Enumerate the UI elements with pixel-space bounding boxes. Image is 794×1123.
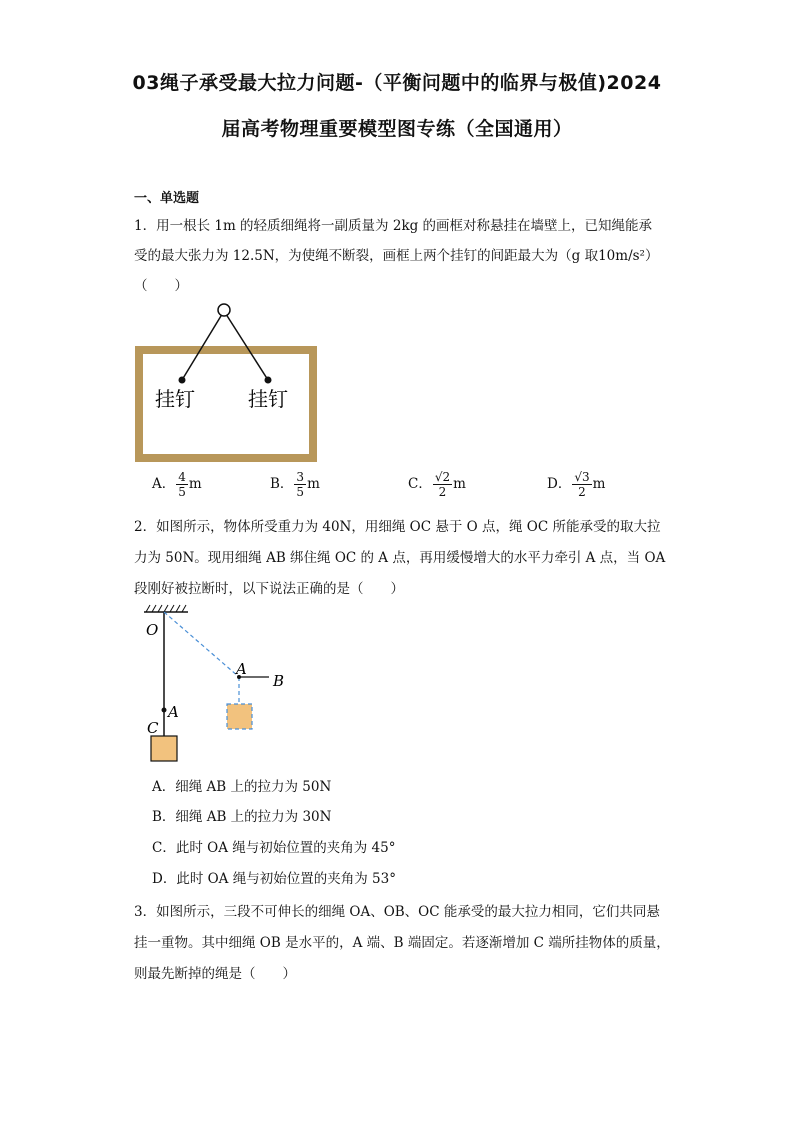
q1-picture-frame-figure: [130, 298, 325, 463]
q2-text-line3: 段刚好被拉断时，以下说法正确的是（ ）: [134, 581, 404, 597]
q2-option-d[interactable]: D．此时 OA 绳与初始位置的夹角为 53°: [152, 871, 396, 887]
q2-text-line2: 力为 50N。现用细绳 AB 绑住绳 OC 的 A 点，再用缓慢增大的水平力牵引 A 点，当 OA: [134, 550, 666, 566]
hook-circle: [218, 304, 230, 316]
q1-text-line3: （ ）: [134, 278, 188, 294]
label-c: C: [147, 719, 159, 737]
label-a-pulled: A: [236, 660, 247, 678]
section-heading: 一、单选题: [134, 191, 200, 206]
ceiling-hatch: [146, 605, 186, 612]
label-a: A: [168, 703, 179, 721]
q3-text-line1: 3．如图所示，三段不可伸长的细绳 OA、OB、OC 能承受的最大拉力相同，它们共同悬: [134, 904, 660, 920]
q2-option-c[interactable]: C．此时 OA 绳与初始位置的夹角为 45°: [152, 840, 396, 856]
left-nail-label: 挂钉: [155, 387, 195, 411]
right-nail: [265, 377, 272, 384]
q1-text-line2: 受的最大张力为 12.5N，为使绳不断裂，画框上两个挂钉的间距最大为（g 取10m/s²）: [134, 248, 659, 264]
q2-option-a[interactable]: A．细绳 AB 上的拉力为 50N: [152, 779, 332, 795]
rope-left: [182, 311, 224, 380]
q2-rope-figure: [138, 600, 298, 765]
document-title-line2: 届高考物理重要模型图专练（全国通用）: [221, 118, 573, 140]
q1-option-d[interactable]: D． $\frac{√3}{2}$ m: [547, 470, 606, 499]
q2-option-b[interactable]: B．细绳 AB 上的拉力为 30N: [152, 809, 332, 825]
q2-text-line1: 2．如图所示，物体所受重力为 40N，用细绳 OC 悬于 O 点，绳 OC 所能承受的取大拉: [134, 519, 661, 535]
q1-option-a[interactable]: A． $\frac{4}{5}$ m: [152, 470, 202, 499]
block-initial: [151, 736, 177, 761]
q1-option-c[interactable]: C． $\frac{√2}{2}$ m: [408, 470, 466, 499]
q1-text-line1: 1．用一根长 1m 的轻质细绳将一副质量为 2kg 的画框对称悬挂在墙壁上，已知绳能承: [134, 218, 653, 234]
q1-option-b[interactable]: B． $\frac{3}{5}$ m: [270, 470, 320, 499]
q3-text-line3: 则最先断掉的绳是（ ）: [134, 966, 296, 982]
block-pulled: [227, 704, 252, 729]
document-title-line1: 03绳子承受最大拉力问题-（平衡问题中的临界与极值)2024: [132, 72, 662, 94]
q3-text-line2: 挂一重物。其中细绳 OB 是水平的，A 端、B 端固定。若逐渐增加 C 端所挂物体的质量，: [134, 935, 670, 951]
right-nail-label: 挂钉: [248, 387, 288, 411]
label-o: O: [146, 621, 159, 639]
label-b: B: [273, 672, 285, 690]
rope-right: [224, 311, 268, 380]
left-nail: [179, 377, 186, 384]
point-a-initial: [162, 708, 167, 713]
rope-oa-dashed: [164, 612, 239, 677]
